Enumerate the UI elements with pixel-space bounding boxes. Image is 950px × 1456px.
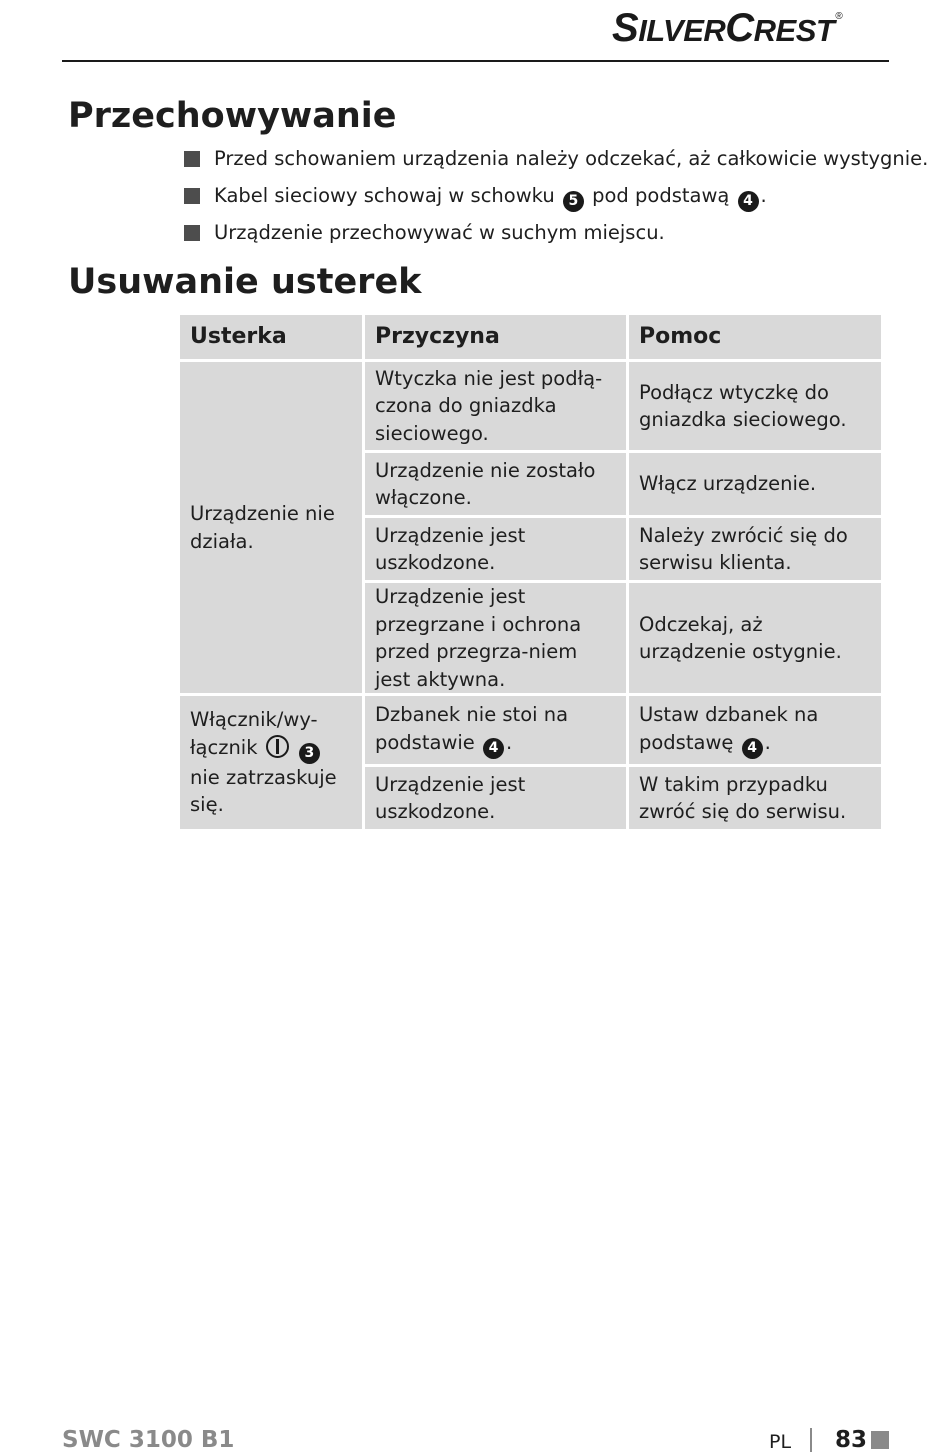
footer-model-number: SWC 3100 B1 <box>62 1427 235 1453</box>
page-number: 83 <box>835 1427 868 1453</box>
fault-text-part: Włącznik/wy-łącznik <box>190 708 318 759</box>
column-header-fault: Usterka <box>179 314 364 361</box>
troubleshooting-heading: Usuwanie usterek <box>68 262 422 302</box>
footer-language: PL <box>769 1431 792 1453</box>
bullet-text: Urządzenie przechowywać w suchym miejscu. <box>214 221 665 244</box>
cause-cell: Urządzenie jest uszkodzone. <box>364 766 628 831</box>
part-number-4-icon: 4 <box>742 738 763 759</box>
column-header-cause: Przyczyna <box>364 314 628 361</box>
table-header-row <box>179 314 883 361</box>
footer-square-icon <box>871 1431 889 1449</box>
header-rule <box>62 60 889 62</box>
part-number-3-icon: 3 <box>299 743 320 764</box>
remedy-text-part: Ustaw dzbanek na podstawę <box>639 703 819 754</box>
cause-text-part: . <box>506 730 513 754</box>
remedy-cell: Odczekaj, aż urządzenie ostygnie. <box>628 582 883 695</box>
part-number-5-icon: 5 <box>563 191 584 212</box>
table-row <box>179 695 883 766</box>
bullet-text-part: pod podstawą <box>585 184 736 207</box>
power-switch-icon <box>266 735 289 758</box>
remedy-cell <box>628 695 883 766</box>
remedy-cell: Włącz urządzenie. <box>628 452 883 517</box>
remedy-cell: Podłącz wtyczkę do gniazdka sieciowego. <box>628 361 883 452</box>
column-header-remedy: Pomoc <box>628 314 883 361</box>
cause-cell: Urządzenie jest uszkodzone. <box>364 517 628 582</box>
list-item <box>184 177 884 214</box>
bullet-square-icon <box>184 225 200 241</box>
bullet-text-part: Kabel sieciowy schowaj w schowku <box>214 184 561 207</box>
fault-cell <box>179 695 364 831</box>
troubleshooting-table <box>177 312 884 832</box>
remedy-cell: Należy zwrócić się do serwisu klienta. <box>628 517 883 582</box>
footer-divider <box>810 1428 812 1452</box>
remedy-cell: W takim przypadku zwróć się do serwisu. <box>628 766 883 831</box>
silvercrest-logo: SILVERCREST® <box>612 6 843 50</box>
bullet-text: Przed schowaniem urządzenia należy odczekać, aż całkowicie wystygnie. <box>214 147 929 170</box>
bullet-square-icon <box>184 188 200 204</box>
table-row <box>179 361 883 452</box>
remedy-text-part: . <box>764 730 771 754</box>
storage-heading: Przechowywanie <box>68 96 397 136</box>
fault-text-part: nie zatrzaskuje się. <box>190 765 337 817</box>
bullet-text-part: . <box>760 184 767 207</box>
part-number-4-icon: 4 <box>738 191 759 212</box>
cause-text-part: Dzbanek nie stoi na podstawie <box>375 703 569 754</box>
list-item <box>184 140 929 177</box>
cause-cell <box>364 695 628 766</box>
storage-bullet-list <box>184 140 929 251</box>
cause-cell: Urządzenie jest przegrzane i ochrona przed przegrza-niem jest aktywna. <box>364 582 628 695</box>
cause-cell: Urządzenie nie zostało włączone. <box>364 452 628 517</box>
bullet-square-icon <box>184 151 200 167</box>
cause-cell: Wtyczka nie jest podłą-czona do gniazdka sieciowego. <box>364 361 628 452</box>
fault-cell: Urządzenie nie działa. <box>179 361 364 695</box>
list-item <box>184 214 884 251</box>
part-number-4-icon: 4 <box>483 738 504 759</box>
